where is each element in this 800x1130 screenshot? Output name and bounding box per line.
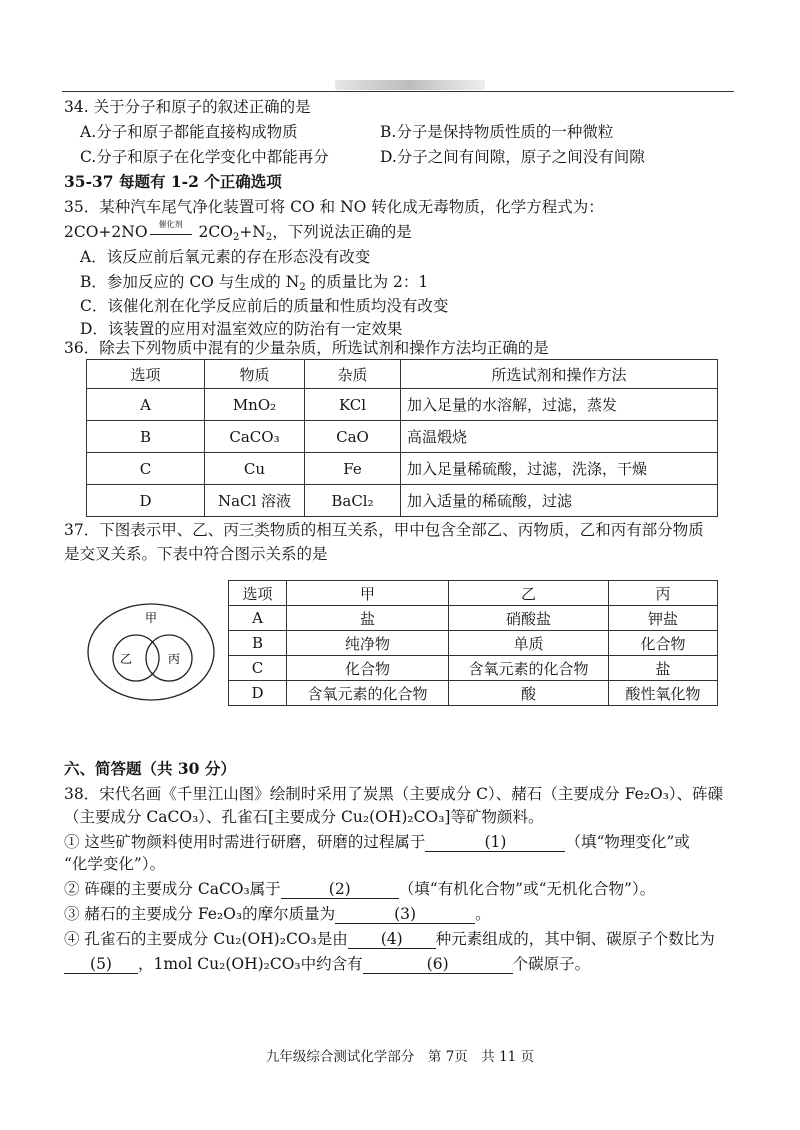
table-row xyxy=(87,453,718,485)
item4-text: ④ 孔雀石的主要成分 Cu₂(OH)₂CO₃是由 xyxy=(64,930,348,948)
venn-outer-label: 甲 xyxy=(144,611,158,625)
table-row xyxy=(229,681,718,706)
venn-left-label: 乙 xyxy=(119,652,133,666)
q38-item2 xyxy=(64,878,655,900)
header-cell: 甲 xyxy=(287,581,449,606)
header-cell: 物质 xyxy=(205,360,305,389)
answer-blank-5[interactable]: (5) xyxy=(64,955,138,974)
catalyst-label: 催化剂 xyxy=(158,220,183,229)
header-cell: 所选试剂和操作方法 xyxy=(401,360,718,389)
q38-item3 xyxy=(64,903,491,925)
answer-blank-2[interactable]: (2) xyxy=(281,880,399,899)
q34-stem: 34. 关于分子和原子的叙述正确的是 xyxy=(64,98,311,116)
q35-option-c: C．该催化剂在化学反应前后的质量和性质均没有改变 xyxy=(80,297,449,315)
q35-equation xyxy=(64,221,412,243)
eq-sub-1: 2 xyxy=(232,232,240,243)
table-cell: 加入适量的稀硫酸，过滤 xyxy=(401,485,718,517)
q35-b-sub: 2 xyxy=(299,282,306,293)
item1-text: ① 这些矿物颜料使用时需进行研磨，研磨的过程属于 xyxy=(64,833,426,851)
item3-post: 。 xyxy=(475,905,491,923)
q35-option-b xyxy=(80,271,428,293)
q35-tail: ，下列说法正确的是 xyxy=(272,223,412,241)
section-6-title: 六、简答题（共 30 分） xyxy=(64,759,236,778)
q34-option-b: B.分子是保持物质性质的一种微粒 xyxy=(380,123,614,141)
q38-line2: （主要成分 CaCO₃）、孔雀石[主要成分 Cu₂(OH)₂CO₃]等矿物颜料。 xyxy=(64,808,544,826)
q37-stem-line2: 是交叉关系。下表中符合图示关系的是 xyxy=(64,545,328,563)
table-cell: CaO xyxy=(305,421,401,453)
table-cell: MnO₂ xyxy=(205,389,305,421)
q35-option-d: D．该装置的应用对温室效应的防治有一定效果 xyxy=(80,320,403,338)
table-cell: 盐 xyxy=(287,606,449,631)
header-cell: 乙 xyxy=(449,581,609,606)
table-cell: 高温煅烧 xyxy=(401,421,718,453)
answer-blank-6[interactable]: (6) xyxy=(363,955,513,974)
eq-product-b: +N xyxy=(239,223,266,241)
table-cell: B xyxy=(229,631,287,656)
scan-smudge xyxy=(335,80,485,90)
q36-stem: 36．除去下列物质中混有的少量杂质，所选试剂和操作方法均正确的是 xyxy=(64,339,549,357)
header-cell: 选项 xyxy=(229,581,287,606)
table-cell: KCl xyxy=(305,389,401,421)
table-cell: 化合物 xyxy=(287,656,449,681)
q35-b-pre: B．参加反应的 CO 与生成的 N xyxy=(80,273,300,291)
table-cell: 含氧元素的化合物 xyxy=(449,656,609,681)
q35-stem: 35．某种汽车尾气净化装置可将 CO 和 NO 转化成无毒物质，化学方程式为： xyxy=(64,198,604,216)
q34-option-c: C.分子和原子在化学变化中都能再分 xyxy=(80,148,329,166)
q38-item4-cont xyxy=(64,953,590,975)
table-row xyxy=(229,606,718,631)
table-cell: A xyxy=(229,606,287,631)
item4-mid: ，1mol Cu₂(OH)₂CO₃中约含有 xyxy=(138,955,363,973)
table-cell: CaCO₃ xyxy=(205,421,305,453)
table-cell: C xyxy=(87,453,205,485)
table-row xyxy=(87,389,718,421)
table-header-row xyxy=(229,581,718,606)
table-cell: D xyxy=(87,485,205,517)
table-cell: B xyxy=(87,421,205,453)
page-footer: 九年级综合测试化学部分 第 7页 共 11 页 xyxy=(265,1049,535,1065)
table-row xyxy=(87,421,718,453)
eq-product-a: 2CO xyxy=(198,223,233,241)
item2-text: ② 砗磲的主要成分 CaCO₃属于 xyxy=(64,880,281,898)
catalyst-arrow xyxy=(148,220,194,243)
item1-post: （填“物理变化”或 xyxy=(565,833,690,851)
answer-blank-3[interactable]: (3) xyxy=(335,905,475,924)
table-cell: 酸性氧化物 xyxy=(609,681,718,706)
q37-stem-line1: 37．下图表示甲、乙、丙三类物质的相互关系，甲中包含全部乙、丙物质，乙和丙有部分物质 xyxy=(64,521,704,539)
venn-right-label: 丙 xyxy=(167,652,181,666)
q35-b-post: 的质量比为 2：1 xyxy=(305,273,429,291)
q38-line1: 38．宋代名画《千里江山图》绘制时采用了炭黑（主要成分 C）、赭石（主要成分 Fe₂O₃）、砗磲 xyxy=(64,785,724,803)
table-cell: 化合物 xyxy=(609,631,718,656)
answer-blank-4[interactable]: (4) xyxy=(348,930,436,949)
table-row xyxy=(229,631,718,656)
table-cell: A xyxy=(87,389,205,421)
item4-post: 种元素组成的，其中铜、碳原子个数比为 xyxy=(435,930,715,948)
table-cell: 纯净物 xyxy=(287,631,449,656)
q38-item4 xyxy=(64,928,715,950)
table-cell: 单质 xyxy=(449,631,609,656)
q38-item1 xyxy=(64,831,690,853)
header-rule xyxy=(62,91,734,92)
q34-option-d: D.分子之间有间隙，原子之间没有间隙 xyxy=(380,148,645,166)
table-cell: D xyxy=(229,681,287,706)
header-cell: 丙 xyxy=(609,581,718,606)
equals-line xyxy=(150,234,192,235)
table-cell: Cu xyxy=(205,453,305,485)
table-row xyxy=(229,656,718,681)
item3-text: ③ 赭石的主要成分 Fe₂O₃的摩尔质量为 xyxy=(64,905,336,923)
table-cell: 含氧元素的化合物 xyxy=(287,681,449,706)
item2-post: （填“有机化合物”或“无机化合物”）。 xyxy=(398,880,656,898)
table-cell: 加入足量稀硫酸，过滤，洗涤，干燥 xyxy=(401,453,718,485)
q35-option-a: A．该反应前后氧元素的存在形态没有改变 xyxy=(80,248,371,266)
q34-option-a: A.分子和原子都能直接构成物质 xyxy=(80,123,298,141)
q38-item1-cont: “化学变化”）。 xyxy=(64,855,166,873)
q37-table xyxy=(228,580,718,706)
table-cell: 钾盐 xyxy=(609,606,718,631)
eq-sub-2: 2 xyxy=(265,232,273,243)
table-cell: Fe xyxy=(305,453,401,485)
section-note: 35-37 每题有 1-2 个正确选项 xyxy=(64,172,282,191)
header-cell: 选项 xyxy=(87,360,205,389)
table-cell: 酸 xyxy=(449,681,609,706)
table-header-row xyxy=(87,360,718,389)
venn-diagram xyxy=(86,600,226,712)
table-cell: C xyxy=(229,656,287,681)
answer-blank-1[interactable]: (1) xyxy=(425,833,565,852)
table-cell: 盐 xyxy=(609,656,718,681)
item4-end: 个碳原子。 xyxy=(512,955,591,973)
header-cell: 杂质 xyxy=(305,360,401,389)
table-row xyxy=(87,485,718,517)
eq-reactants: 2CO+2NO xyxy=(64,223,148,241)
q36-table xyxy=(86,359,718,517)
table-cell: BaCl₂ xyxy=(305,485,401,517)
table-cell: NaCl 溶液 xyxy=(205,485,305,517)
table-cell: 加入足量的水溶解，过滤，蒸发 xyxy=(401,389,718,421)
table-cell: 硝酸盐 xyxy=(449,606,609,631)
